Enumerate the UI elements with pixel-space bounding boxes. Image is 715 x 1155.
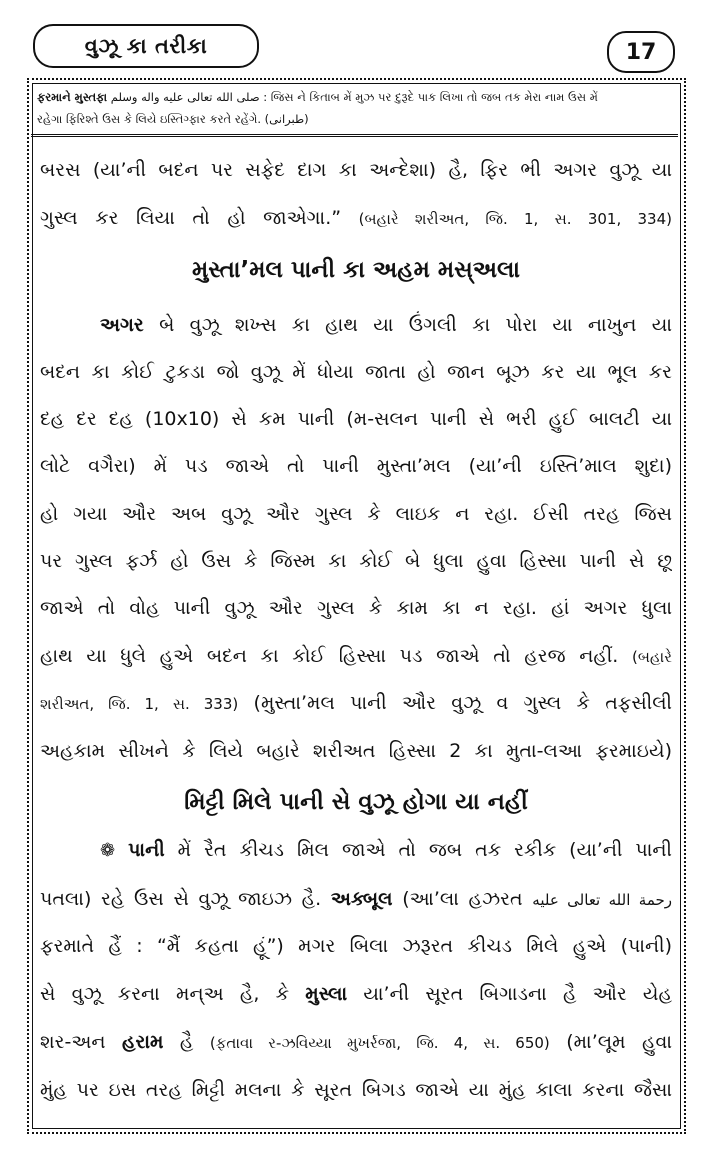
body-line: હાથ યા ધુલે હુએ બદન કા કોઈ હિસ્સા પડ જાએ તો હરજ નહીં. (બહારે [40, 645, 672, 667]
body-line: અહકામ સીખને કે લિયે બહારે શરીઅત હિસ્સા 2 કા મુતા-લઆ ફરમાઇયે) [40, 740, 672, 762]
page-number: 17 [607, 31, 675, 73]
reference: (બહારે શરીઅત, જિ. 1, સ. 301, 334) [358, 210, 672, 228]
section-heading: મિટ્ટી મિલે પાની સે વુઝૂ હોગા યા નહીં [184, 789, 528, 815]
flower-ornament-icon: ❁ [100, 840, 116, 861]
hadith-text-2: રહેગા ફિરિશ્તે ઉસ કે લિયે ઇસ્તિગ્ફાર કરતે રહેંગે. [37, 112, 261, 126]
body-line: બદન કા કોઈ ટુકડા જો વુઝૂ મેં ધોયા જાતા હો જાન બૂઝ કર યા ભૂલ કર [40, 361, 672, 383]
hadith-title: ફરમાને મુસ્તફા [37, 90, 108, 104]
hadith-text-1: : જિસ ને કિતાબ મેં મુઝ પર દુરૂદે પાક લિખા તો જબ તક મેરા નામ ઉસ મેં [263, 90, 598, 104]
body-line: મુંહ પર ઇસ તરહ મિટ્ટી મલના કે સૂરત બિગડ જાએ યા મુંહ કાલા કરના જૈસા [40, 1079, 672, 1101]
hadith-reference: (طبرانی) [264, 112, 309, 126]
body-line: પતલા) રહે ઉસ સે વુઝૂ જાઇઝ હૈ. અક્બૂલ (આ’લા હઝરત رحمة الله تعالى عليه [40, 888, 672, 910]
body-line: ફરમાતે હૈં : “મૈં કહતા હૂં”) મગર બિલા ઝરૂરત કીચડ મિલે હુએ (પાની) [40, 935, 672, 957]
chapter-title: વુઝૂ કા તરીકા [33, 24, 259, 68]
body-line: ❁ પાની મેં રૈત કીચડ મિલ જાએ તો જબ તક રકીક (યા’ની પાની [100, 839, 672, 861]
body-line: શર-અન હરામ હૈ (ફતાવા ર-ઝવિય્યા મુખર્રજા, જિ. 4, સ. 650) (મા’લૂમ હુવા [40, 1031, 672, 1053]
section-heading: મુસ્તા’મલ પાની કા અહમ મસ્અલા [191, 257, 521, 283]
body-line: અગર બે વુઝૂ શખ્સ કા હાથ યા ઉંગલી કા પોરા યા નાખુન યા [100, 314, 672, 336]
body-line: દહ દર દહ (10x10) સે કમ પાની (મ-સલન પાની સે ભરી હુઈ બાલટી યા [40, 408, 672, 430]
body-line: જાએ તો વોહ પાની વુઝૂ ઔર ગુસ્લ કે કામ કા ન રહા. હાં અગર ધુલા [40, 597, 672, 619]
body-line: શરીઅત, જિ. 1, સ. 333) (મુસ્તા’મલ પાની ઔર વુઝૂ વ ગુસ્લ કે તફસીલી [40, 692, 672, 714]
body-line: પર ગુસ્લ ફર્ઝ હો ઉસ કે જિસ્મ કા કોઈ બે ધુલા હુવા હિસ્સા પાની સે છૂ [40, 550, 672, 572]
body-line: બરસ (યા’ની બદન પર સફેદ દાગ કા અન્દેશા) હૈ, ફિર ભી અગર વુઝૂ યા [40, 159, 672, 181]
salutation-arabic: صلى الله تعالى عليه واله وسلم [110, 90, 260, 104]
body-line: સે વુઝૂ કરના મન્અ હૈ, કે મુસ્લા યા’ની સૂરત બિગાડના હૈ ઔર યેહ [40, 983, 672, 1005]
body-line: લોટે વગૈરા) મેં પડ જાએ તો પાની મુસ્તા’મલ (યા’ની ઇસ્તિ’માલ શુદા) [40, 455, 672, 477]
body-line: હો ગયા ઔર અબ વુઝૂ ઔર ગુસ્લ કે લાઇક ન રહા. ઈસી તરહ જિસ [40, 503, 672, 525]
hadith-header [31, 83, 678, 137]
body-line: ગુસ્લ કર લિયા તો હો જાએગા.” (બહારે શરીઅત, જિ. 1, સ. 301, 334) [40, 207, 672, 229]
